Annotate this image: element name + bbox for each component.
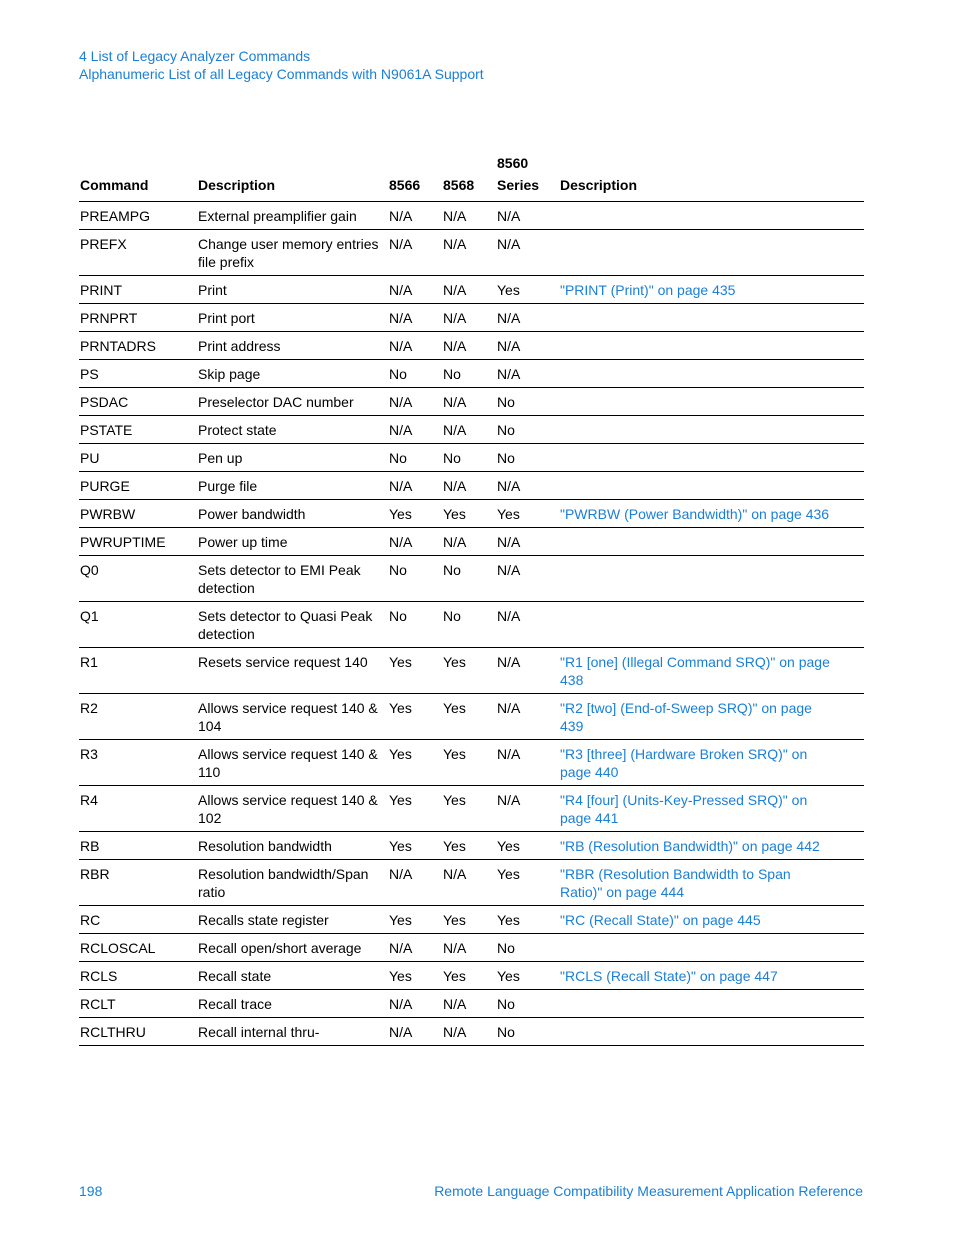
cell-description: Recalls state register [197,906,388,934]
cell-8560-series: Yes [496,276,559,304]
cell-command: PRNTADRS [79,332,197,360]
cell-8566: N/A [388,230,442,276]
table-row [79,962,864,990]
page-number: 198 [79,1183,103,1199]
cell-8560-series: N/A [496,740,559,786]
table-row [79,648,864,694]
cell-8566: N/A [388,934,442,962]
cell-command: R3 [79,740,197,786]
cell-reference-link [559,990,864,1018]
cell-command: PRNPRT [79,304,197,332]
cell-reference-link[interactable]: "R1 [one] (Illegal Command SRQ)" on page 438 [559,648,864,694]
cell-description: External preamplifier gain [197,202,388,230]
cell-8560-series: No [496,1018,559,1046]
running-header [79,47,484,83]
cell-8568: N/A [442,990,496,1018]
column-header-8560-line2: Series [497,177,540,193]
cell-reference-link [559,1018,864,1046]
legacy-commands-table [79,152,864,1046]
table-row [79,556,864,602]
cell-8560-series: Yes [496,906,559,934]
cell-8560-series: N/A [496,602,559,648]
cell-8566: N/A [388,332,442,360]
cell-8566: Yes [388,740,442,786]
cell-description: Sets detector to EMI Peak detection [197,556,388,602]
cell-8560-series: Yes [496,500,559,528]
cell-description: Print address [197,332,388,360]
cell-description: Preselector DAC number [197,388,388,416]
cell-description: Purge file [197,472,388,500]
cell-command: PREAMPG [79,202,197,230]
cell-8568: Yes [442,740,496,786]
cell-command: Q0 [79,556,197,602]
cell-reference-link[interactable]: "PRINT (Print)" on page 435 [559,276,864,304]
cell-description: Power up time [197,528,388,556]
cell-command: PWRUPTIME [79,528,197,556]
cell-reference-link [559,472,864,500]
cell-command: PWRBW [79,500,197,528]
cell-8566: Yes [388,694,442,740]
cell-reference-link [559,332,864,360]
table-row [79,360,864,388]
cell-8566: No [388,444,442,472]
cell-description: Recall internal thru- [197,1018,388,1046]
cell-command: PRINT [79,276,197,304]
cell-8560-series: N/A [496,528,559,556]
table-row [79,860,864,906]
cell-command: PS [79,360,197,388]
cell-8566: Yes [388,962,442,990]
cell-8560-series: N/A [496,202,559,230]
cell-8568: N/A [442,860,496,906]
cell-command: PREFX [79,230,197,276]
table-row [79,304,864,332]
cell-description: Change user memory entries file prefix [197,230,388,276]
cell-reference-link[interactable]: "R4 [four] (Units-Key-Pressed SRQ)" on page 441 [559,786,864,832]
cell-command: Q1 [79,602,197,648]
cell-8566: N/A [388,528,442,556]
cell-reference-link[interactable]: "R2 [two] (End-of-Sweep SRQ)" on page 439 [559,694,864,740]
cell-command: R4 [79,786,197,832]
table-row [79,276,864,304]
cell-reference-link[interactable]: "RCLS (Recall State)" on page 447 [559,962,864,990]
cell-8566: Yes [388,906,442,934]
cell-8568: N/A [442,388,496,416]
cell-reference-link [559,602,864,648]
cell-description: Protect state [197,416,388,444]
cell-8566: Yes [388,648,442,694]
table-row [79,934,864,962]
cell-8566: N/A [388,304,442,332]
cell-description: Print [197,276,388,304]
cell-8568: Yes [442,648,496,694]
column-header-8568: 8568 [442,152,496,202]
cell-command: PSDAC [79,388,197,416]
cell-description: Allows service request 140 & 102 [197,786,388,832]
cell-reference-link [559,416,864,444]
cell-8566: N/A [388,388,442,416]
cell-8560-series: No [496,444,559,472]
table-row [79,472,864,500]
cell-command: RC [79,906,197,934]
cell-reference-link [559,360,864,388]
cell-8560-series: No [496,388,559,416]
cell-8568: N/A [442,276,496,304]
cell-8560-series: No [496,416,559,444]
table-row [79,230,864,276]
cell-reference-link[interactable]: "RB (Resolution Bandwidth)" on page 442 [559,832,864,860]
cell-reference-link [559,556,864,602]
column-header-8560-line1: 8560 [497,155,529,171]
cell-8566: Yes [388,500,442,528]
cell-command: R2 [79,694,197,740]
chapter-title: 4 List of Legacy Analyzer Commands [79,48,311,64]
column-header-8566: 8566 [388,152,442,202]
cell-8560-series: Yes [496,832,559,860]
cell-8568: N/A [442,1018,496,1046]
cell-8560-series: N/A [496,786,559,832]
cell-8566: Yes [388,832,442,860]
cell-8560-series: N/A [496,556,559,602]
document-title: Remote Language Compatibility Measurement Application Reference [434,1183,863,1199]
cell-8560-series: N/A [496,472,559,500]
table-row [79,202,864,230]
cell-8560-series: No [496,934,559,962]
cell-8566: Yes [388,786,442,832]
table-row [79,1018,864,1046]
cell-8560-series: Yes [496,962,559,990]
cell-8568: Yes [442,832,496,860]
cell-description: Resolution bandwidth/Span ratio [197,860,388,906]
cell-description: Recall state [197,962,388,990]
cell-8560-series: Yes [496,860,559,906]
cell-8566: N/A [388,202,442,230]
cell-command: PSTATE [79,416,197,444]
cell-description: Allows service request 140 & 110 [197,740,388,786]
cell-8566: N/A [388,1018,442,1046]
table-row [79,602,864,648]
table-row [79,786,864,832]
cell-command: RCLS [79,962,197,990]
table-row [79,832,864,860]
column-header-command: Command [79,152,197,202]
cell-8560-series: N/A [496,648,559,694]
cell-description: Pen up [197,444,388,472]
cell-8560-series: N/A [496,230,559,276]
cell-reference-link[interactable]: "PWRBW (Power Bandwidth)" on page 436 [559,500,864,528]
cell-8568: No [442,556,496,602]
column-header-reference: Description [559,152,864,202]
cell-8566: N/A [388,472,442,500]
column-header-8560-series [496,152,559,202]
cell-8566: No [388,556,442,602]
cell-8568: N/A [442,230,496,276]
cell-description: Print port [197,304,388,332]
cell-command: RCLOSCAL [79,934,197,962]
cell-8560-series: N/A [496,360,559,388]
cell-description: Recall open/short average [197,934,388,962]
table-row [79,528,864,556]
cell-8566: N/A [388,860,442,906]
table-row [79,416,864,444]
cell-8568: Yes [442,906,496,934]
cell-description: Sets detector to Quasi Peak detection [197,602,388,648]
cell-command: RCLTHRU [79,1018,197,1046]
cell-8568: No [442,360,496,388]
cell-8568: N/A [442,304,496,332]
cell-reference-link [559,202,864,230]
cell-command: PURGE [79,472,197,500]
cell-description: Skip page [197,360,388,388]
cell-8568: No [442,602,496,648]
cell-8568: N/A [442,528,496,556]
cell-8560-series: N/A [496,332,559,360]
cell-8566: No [388,360,442,388]
cell-8566: No [388,602,442,648]
cell-description: Recall trace [197,990,388,1018]
cell-reference-link [559,304,864,332]
cell-8568: Yes [442,694,496,740]
cell-8568: N/A [442,934,496,962]
cell-command: RBR [79,860,197,906]
table-row [79,388,864,416]
cell-reference-link[interactable]: "R3 [three] (Hardware Broken SRQ)" on page 440 [559,740,864,786]
cell-reference-link [559,230,864,276]
table-row [79,740,864,786]
cell-command: RB [79,832,197,860]
cell-command: R1 [79,648,197,694]
cell-8560-series: N/A [496,304,559,332]
cell-reference-link[interactable]: "RC (Recall State)" on page 445 [559,906,864,934]
cell-description: Power bandwidth [197,500,388,528]
column-header-description: Description [197,152,388,202]
cell-reference-link [559,528,864,556]
table-header-row [79,152,864,202]
cell-8560-series: No [496,990,559,1018]
table-row [79,332,864,360]
cell-8568: N/A [442,416,496,444]
cell-description: Resets service request 140 [197,648,388,694]
cell-command: RCLT [79,990,197,1018]
cell-8568: Yes [442,786,496,832]
cell-reference-link [559,934,864,962]
cell-8560-series: N/A [496,694,559,740]
table-row [79,990,864,1018]
table-row [79,694,864,740]
cell-description: Allows service request 140 & 104 [197,694,388,740]
cell-8566: N/A [388,416,442,444]
table-row [79,500,864,528]
cell-8568: Yes [442,962,496,990]
cell-8568: No [442,444,496,472]
cell-8568: N/A [442,332,496,360]
table-row [79,444,864,472]
cell-reference-link[interactable]: "RBR (Resolution Bandwidth to Span Ratio)" on page 444 [559,860,864,906]
cell-reference-link [559,444,864,472]
section-title: Alphanumeric List of all Legacy Commands with N9061A Support [79,66,484,82]
table-row [79,906,864,934]
table-body [79,202,864,1046]
cell-8568: N/A [442,472,496,500]
cell-8568: N/A [442,202,496,230]
cell-command: PU [79,444,197,472]
cell-8566: N/A [388,276,442,304]
cell-8568: Yes [442,500,496,528]
cell-reference-link [559,388,864,416]
cell-8566: N/A [388,990,442,1018]
cell-description: Resolution bandwidth [197,832,388,860]
